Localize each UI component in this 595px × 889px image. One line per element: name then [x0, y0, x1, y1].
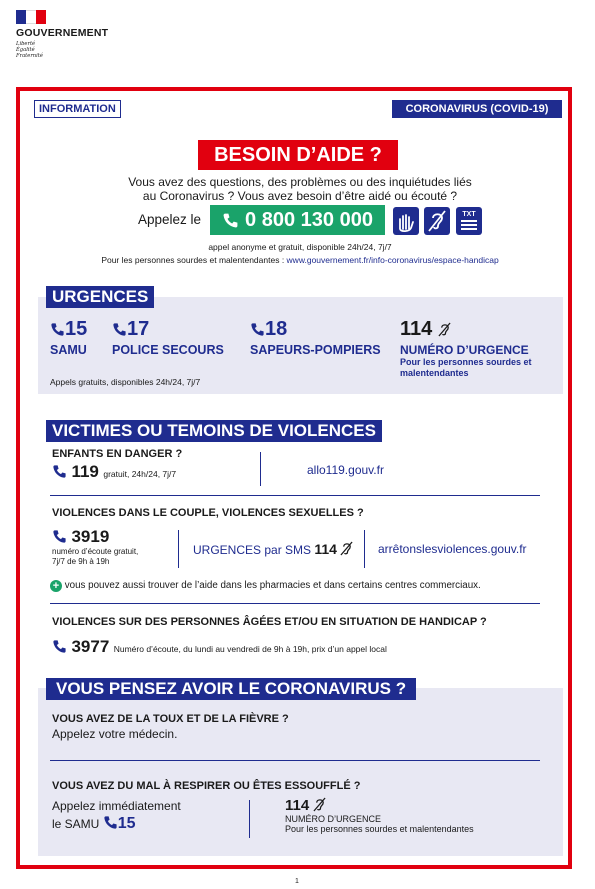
marianne-flag-icon — [16, 10, 46, 24]
divider — [50, 760, 540, 761]
corona-q2: VOUS AVEZ DU MAL À RESPIRER OU ÊTES ESSOUFFLÉ ? — [52, 780, 361, 792]
divider — [364, 530, 365, 568]
corona-a1: Appelez votre médecin. — [52, 727, 178, 741]
sign-language-icon[interactable] — [393, 207, 419, 235]
divider — [50, 495, 540, 496]
urgence-samu: 15 SAMU — [50, 318, 88, 357]
deaf-access-link[interactable]: www.gouvernement.fr/info-coronavirus/espace-handicap — [286, 255, 499, 265]
children-heading: ENFANTS EN DANGER ? — [52, 448, 183, 460]
information-tag: INFORMATION — [34, 100, 121, 118]
divider — [50, 603, 540, 604]
allo119-link[interactable]: allo119.gouv.fr — [307, 463, 384, 477]
corona-title: VOUS PENSEZ AVOIR LE CORONAVIRUS ? — [46, 678, 416, 700]
deaf-ear-icon — [438, 322, 451, 337]
help-title: BESOIN D’AIDE ? — [198, 140, 398, 170]
phone-icon — [52, 639, 67, 654]
corona-q1: VOUS AVEZ DE LA TOUX ET DE LA FIÈVRE ? — [52, 713, 289, 725]
phone-icon — [50, 322, 65, 337]
help-intro: Vous avez des questions, des problèmes ou des inquiétudes liés au Coronavirus ? Vous avez besoin d’être aidé ou écouté ? — [128, 175, 472, 203]
deaf-ear-icon — [340, 541, 353, 556]
divider — [178, 530, 179, 568]
violences-title: VICTIMES OU TEMOINS DE VIOLENCES — [46, 420, 382, 442]
covid-tag: CORONAVIRUS (COVID-19) — [392, 100, 562, 118]
couple-number-block: 3919 numéro d’écoute gratuit, 7j/7 de 9h à 19h — [52, 527, 139, 566]
corona-114: 114 NUMÉRO D’URGENCE Pour les personnes sourdes et malentendantes — [285, 797, 474, 834]
government-logo — [16, 10, 126, 60]
urgences-note: Appels gratuits, disponibles 24h/24, 7j/7 — [50, 377, 201, 387]
helpline-number: 0 800 130 000 — [245, 208, 373, 231]
deaf-ear-icon[interactable] — [424, 207, 450, 235]
divider — [249, 800, 250, 838]
children-number-line: 119 gratuit, 24h/24, 7j/7 — [52, 462, 176, 482]
urgence-pompiers: 18 SAPEURS-POMPIERS — [250, 318, 381, 357]
phone-icon — [52, 464, 67, 479]
divider — [260, 452, 261, 486]
helpline-note: appel anonyme et gratuit, disponible 24h/24, 7j/7 — [208, 242, 392, 252]
elderly-heading: VIOLENCES SUR DES PERSONNES ÂGÉES ET/OU EN SITUATION DE HANDICAP ? — [52, 616, 487, 628]
call-label: Appelez le — [138, 212, 202, 227]
phone-icon — [112, 322, 127, 337]
sms-urgences[interactable]: URGENCES par SMS 114 — [193, 541, 353, 557]
arretons-link[interactable]: arrêtonslesviolences.gouv.fr — [378, 542, 527, 556]
urgences-title: URGENCES — [46, 286, 154, 308]
phone-icon — [222, 212, 239, 229]
pharmacy-line: + vous pouvez aussi trouver de l’aide dans les pharmacies et dans certains centres commerciaux. — [50, 580, 481, 592]
corona-a2: Appelez immédiatement le SAMU 15 — [52, 799, 181, 832]
logo-motto: Liberté Égalité Fraternité — [16, 41, 43, 60]
elderly-number-line: 3977 Numéro d’écoute, du lundi au vendredi de 9h à 19h, prix d’un appel local — [52, 637, 387, 657]
plus-icon: + — [50, 580, 62, 592]
phone-icon — [103, 815, 118, 830]
page-number: 1 — [295, 878, 299, 885]
urgence-114: 114 NUMÉRO D’URGENCE Pour les personnes sourdes et malentendantes — [400, 318, 532, 378]
deaf-ear-icon — [313, 797, 326, 812]
deaf-access-line: Pour les personnes sourdes et malentendantes : www.gouvernement.fr/info-coronavirus/espace-handicap — [101, 255, 499, 265]
phone-icon — [52, 529, 67, 544]
phone-icon — [250, 322, 265, 337]
helpline-button[interactable] — [210, 205, 385, 235]
couple-heading: VIOLENCES DANS LE COUPLE, VIOLENCES SEXUELLES ? — [52, 507, 364, 519]
sms-txt-icon[interactable]: TXT — [456, 207, 482, 235]
urgence-police: 17 POLICE SECOURS — [112, 318, 224, 357]
logo-name: GOUVERNEMENT — [16, 27, 109, 39]
